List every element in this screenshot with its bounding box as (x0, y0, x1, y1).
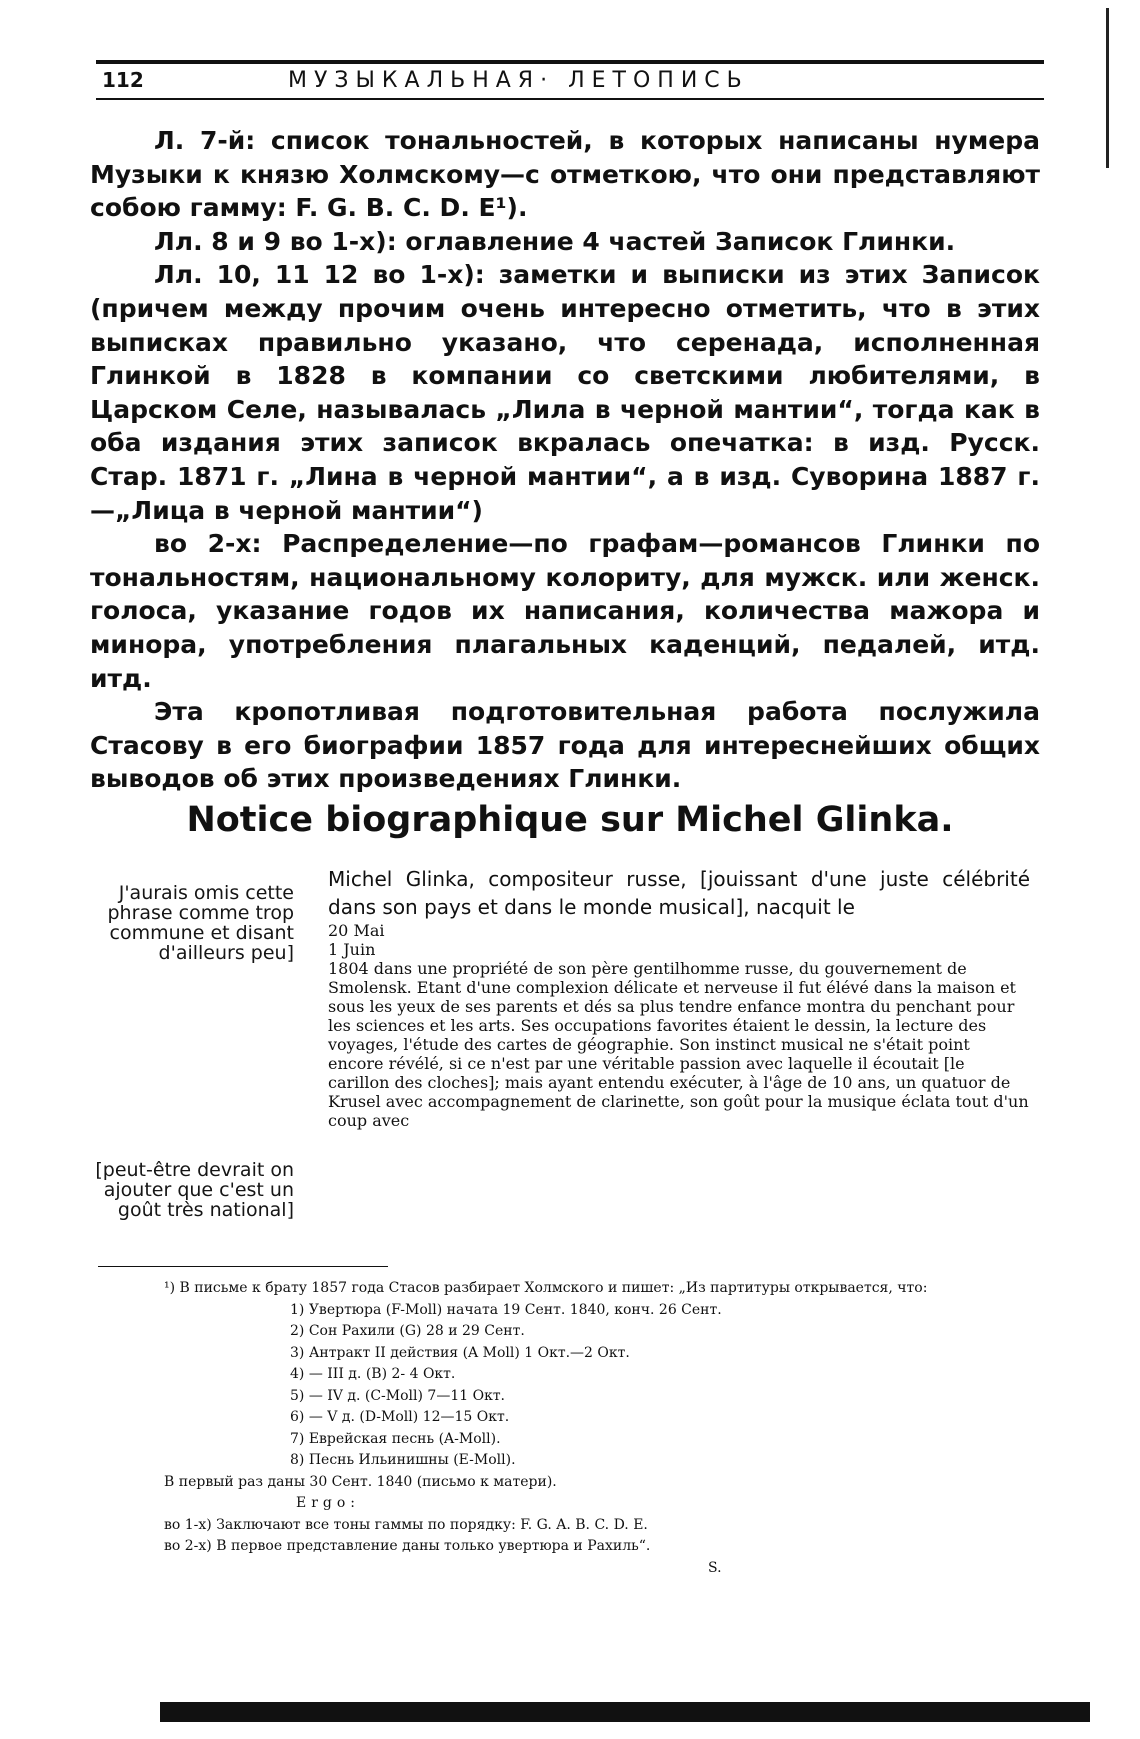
footnote-item: 5) — IV д. (C-Moll) 7—11 Окт. (290, 1387, 506, 1404)
date-old-style: 20 Mai (328, 921, 385, 940)
footnotes (164, 1278, 1044, 1579)
header-bottom-rule (96, 98, 1044, 100)
french-text-part1: Michel Glinka, compositeur russe, [jouissant d'une juste célébrité dans son pays et dans le monde musical], nacquit le (328, 867, 1030, 919)
footnote-item: 2) Сон Рахили (G) 28 и 29 Сент. (290, 1323, 525, 1339)
russian-text-block (90, 124, 1040, 796)
scan-edge-line (1106, 8, 1109, 168)
footnote-signature: S. (708, 1559, 722, 1576)
paragraph-list-10-12: Лл. 10, 11 12 во 1-х): заметки и выписки из этих Записок (причем между прочим очень интересно отметить, что в этих выписках правильно указано, что серенада, исполненная Глинкой в 1828 в компании со светскими любителями, в Царском Селе, называлась „Лила в черной мантии“, тогда как в оба издания этих записок вкралась опечатка: в изд. Русск. Стар. 1871 г. „Лина в черной мантии“, а в изд. Суворина 1887 г.—„Лица в черной мантии“) (90, 260, 1040, 525)
margin-note-1: J'aurais omis cette phrase comme trop commune et disant d'ailleurs peu] (107, 882, 294, 964)
footnote-intro: ¹) В письме к брату 1857 года Стасов разбирает Холмского и пишет: „Из партитуры открывается, что: (164, 1280, 928, 1296)
footnote-item: 4) — III д. (B) 2- 4 Окт. (290, 1366, 456, 1382)
footnote-item: 1) Увертюра (F-Moll) начата 19 Сент. 1840, конч. 26 Сент. (290, 1301, 722, 1318)
page-number: 112 (102, 68, 144, 92)
french-paragraph (328, 866, 1030, 921)
footnote-item: 3) Антракт II действия (A Moll) 1 Окт.—2 Окт. (290, 1344, 630, 1361)
french-biography-text (328, 866, 1030, 1130)
date-new-style: 1 Juin (328, 940, 376, 959)
footnote-item: 8) Песнь Ильинишны (E-Moll). (290, 1452, 516, 1468)
footnote-ergo: Ergo: (296, 1495, 361, 1511)
french-text-part2: 1804 dans une propriété de son père gentilhomme russe, du gouvernement de Smolensk. Etant d'une complexion délicate et nerveuse il fut élévé dans la maison et sous les yeux de ses parents et dés sa plus tendre enfance montra du penchant pour les sciences et les arts. Ses occupations favorites étaient le dessin, la lecture des voyages, l'étude des cartes de géographie. Son instinct musical ne s'était point encore révélé, si ce n'est par une véritable passion avec laquelle il écoutait [le carillon des cloches]; mais ayant entendu exécuter, à l'âge de 10 ans, un quatuor de Krusel avec accompagnement de clarinette, son goût pour la musique éclata tout d'un coup avec (328, 959, 1029, 1130)
scan-bottom-bar (160, 1702, 1090, 1722)
margin-note-2: [peut-être devrait on ajouter que c'est un goût très national] (95, 1159, 294, 1221)
footnote-separator (98, 1266, 388, 1267)
footnote-conclusion-1: во 1-х) Заключают все тоны гаммы по порядку: F. G. A. B. C. D. E. (164, 1516, 648, 1533)
paragraph-secondly: во 2-х: Распределение—по графам—романсов Глинки по тональностям, национальному колориту, для мужск. или женск. голоса, указание годов их написания, количества мажора и минора, употребления плагальных каденций, педалей, итд. итд. (90, 529, 1040, 693)
footnote-item: 7) Еврейская песнь (A-Moll). (290, 1430, 501, 1447)
header-top-rule (96, 60, 1044, 64)
paragraph-conclusion: Эта кропотливая подготовительная работа послужила Стасову в его биографии 1857 года для интереснейших общих выводов об этих произведениях Глинки. (90, 697, 1040, 794)
footnote-first-time: В первый раз даны 30 Сент. 1840 (письмо к матери). (164, 1473, 557, 1490)
paragraph-list-8-9: Лл. 8 и 9 во 1-х): оглавление 4 частей Записок Глинки. (154, 226, 956, 256)
running-title: МУЗЫКАЛЬНАЯ· ЛЕТОПИСЬ (288, 68, 749, 93)
footnote-item: 6) — V д. (D-Moll) 12—15 Окт. (290, 1409, 510, 1425)
footnote-list (290, 1300, 1044, 1472)
paragraph-list-7: Л. 7-й: список тональностей, в которых написаны нумера Музыки к князю Холмскому—с отметкою, что они представляют собою гамму: F. G. B. C. D. E¹). (90, 126, 1040, 223)
footnote-conclusion-2: во 2-х) В первое представление даны только увертюра и Рахиль“. (164, 1538, 651, 1554)
page-header (96, 66, 1040, 102)
french-section-title: Notice biographique sur Michel Glinka. (186, 800, 954, 840)
